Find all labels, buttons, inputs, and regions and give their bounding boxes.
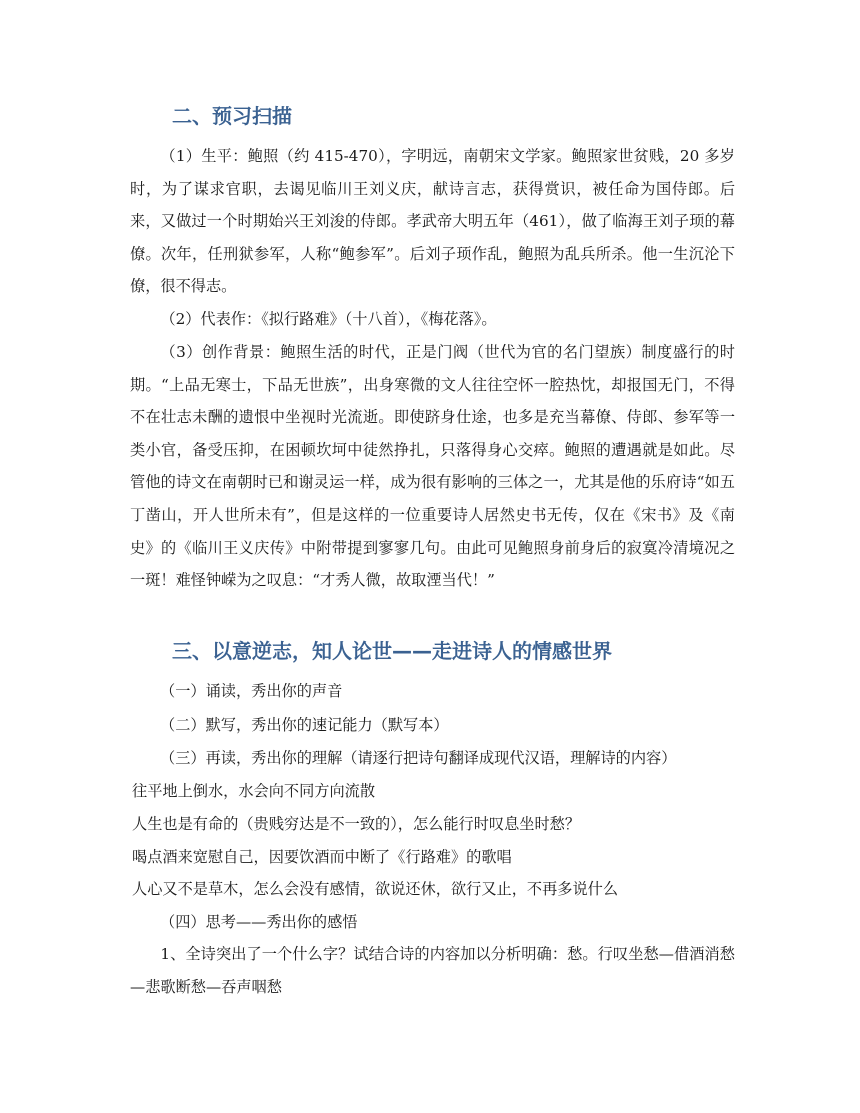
translation-line-3: 喝点酒来宽慰自己，因要饮酒而中断了《行路难》的歌唱: [132, 848, 512, 866]
paragraph-representative-works: （2）代表作：《拟行路难》（十八首），《梅花落》。: [160, 310, 497, 328]
translation-line-2: 人生也是有命的（贵贱穷达是不一致的），怎么能行时叹息坐时愁？: [132, 815, 581, 833]
translation-line-1: 往平地上倒水，水会向不同方向流散: [132, 782, 375, 800]
translation-line-4: 人心又不是草木，怎么会没有感情，欲说还休，欲行又止，不再多说什么: [132, 880, 618, 898]
list-item-reread: （三）再读，秀出你的理解（请逐行把诗句翻译成现代汉语，理解诗的内容）: [160, 749, 677, 767]
question-one: 1、全诗突出了一个什么字？试结合诗的内容加以分析明确：愁。行叹坐愁—借酒消愁—悲歌断愁—吞声咽愁: [130, 945, 735, 996]
list-item-recite: （一）诵读，秀出你的声音: [160, 682, 343, 700]
section-heading-poet-emotion: 三、以意逆志，知人论世——走进诗人的情感世界: [172, 639, 612, 663]
paragraph-biography: （1）生平：鲍照（约 415-470），字明远，南朝宋文学家。鲍照家世贫贱，20 多岁时，为了谋求官职，去谒见临川王刘义庆，献诗言志，获得赏识，被任命为国侍郎。后来，又做过一个时期始兴王刘浚的侍郎。孝武帝大明五年（461），做了临海王刘子顼的幕僚。次年，任刑狱参军，人称“鲍参军”。后刘子顼作乱，鲍照为乱兵所杀。他一生沉沦下僚，很不得志。: [130, 147, 735, 296]
section-heading-preview: 二、预习扫描: [172, 104, 292, 128]
paragraph-creation-background: （3）创作背景：鲍照生活的时代，正是门阀（世代为官的名门望族）制度盛行的时期。“上品无寒士，下品无世族”，出身寒微的文人往往空怀一腔热忱，却报国无门，不得不在壮志未酬的遗恨中坐视时光流逝。即使跻身仕途，也多是充当幕僚、侍郎、参军等一类小官，备受压抑，在困顿坎坷中徒然挣扎，只落得身心交瘁。鲍照的遭遇就是如此。尽管他的诗文在南朝时已和谢灵运一样，成为很有影响的三体之一，尤其是他的乐府诗“如五丁凿山，开人世所未有”，但是这样的一位重要诗人居然史书无传，仅在《宋书》及《南史》的《临川王义庆传》中附带提到寥寥几句。由此可见鲍照身前身后的寂寞冷清境况之一斑！难怪钟嵘为之叹息：“才秀人微，故取湮当代！”: [130, 343, 735, 590]
list-item-reflect: （四）思考——秀出你的感悟: [160, 913, 358, 931]
list-item-dictation: （二）默写，秀出你的速记能力（默写本）: [160, 716, 449, 734]
